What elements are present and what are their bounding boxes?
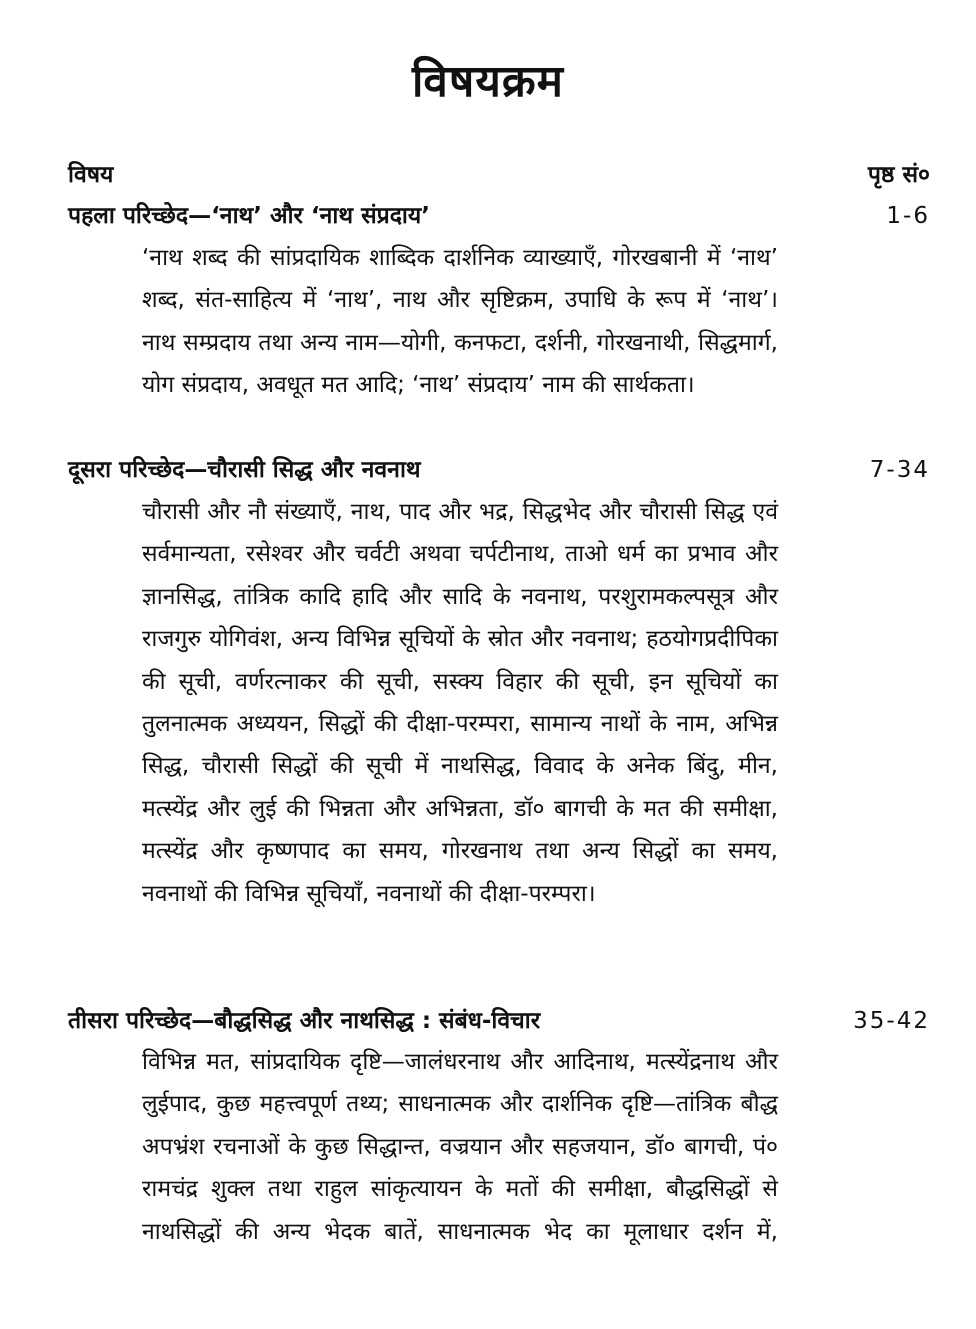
page-number-column-label: पृष्ठ सं० <box>867 162 930 188</box>
chapter-2-heading <box>68 450 930 490</box>
chapter-3-heading <box>68 1001 930 1041</box>
toc-column-header <box>68 157 930 193</box>
page-title: विषयक्रम <box>412 56 564 107</box>
chapter-3-summary: विभिन्न मत, सांप्रदायिक दृष्टि—जालंधरनाथ और आदिनाथ, मत्स्येंद्रनाथ और लुईपाद, कुछ महत्त्वपूर्ण तथ्य; साधनात्मक और दार्शनिक दृष्टि—तांत्रिक बौद्ध अपभ्रंश रचनाओं के कुछ सिद्धान्त, वज्रयान और सहजयान, डॉ० बागची, पं० रामचंद्र शुक्ल तथा राहुल सांकृत्यायन के मतों की समीक्षा, बौद्धसिद्धों से नाथसिद्धों की अन्य भेदक बातें, साधनात्मक भेद का मूलाधार दर्शन में, <box>142 1049 778 1245</box>
chapter-1-heading <box>68 196 930 236</box>
chapter-2-summary: चौरासी और नौ संख्याएँ, नाथ, पाद और भद्र, सिद्धभेद और चौरासी सिद्ध एवं सर्वमान्यता, रसेश्वर और चर्वटी अथवा चर्पटीनाथ, ताओ धर्म का प्रभाव और ज्ञानसिद्ध, तांत्रिक कादि हादि और सादि के नवनाथ, परशुरामकल्पसूत्र और राजगुरु योगिवंश, अन्य विभिन्न सूचियों के स्रोत और नवनाथ; हठयोगप्रदीपिका की सूची, वर्णरत्नाकर की सूची, सस्क्य विहार की सूची, इन सूचियों का तुलनात्मक अध्ययन, सिद्धों की दीक्षा-परम्परा, सामान्य नाथों के नाम, अभिन्न सिद्ध, चौरासी सिद्धों की सूची में नाथसिद्ध, विवाद के अनेक बिंदु, मीन, मत्स्येंद्र और लुई की भिन्नता और अभिन्नता, डॉ० बागची के मत की समीक्षा, मत्स्येंद्र और कृष्णपाद का समय, गोरखनाथ तथा अन्य सिद्धों का समय, नवनाथों की विभिन्न सूचियाँ, नवनाथों की दीक्षा-परम्परा। <box>142 499 778 907</box>
chapter-page-range: 1-6 <box>886 203 930 229</box>
chapter-title: दूसरा परिच्छेद—चौरासी सिद्ध और नवनाथ <box>68 457 421 483</box>
subject-column-label: विषय <box>68 162 114 188</box>
chapter-page-range: 7-34 <box>869 457 930 483</box>
chapter-page-range: 35-42 <box>853 1008 930 1034</box>
chapter-1-summary: ‘नाथ शब्द की सांप्रदायिक शाब्दिक दार्शनिक व्याख्याएँ, गोरखबानी में ‘नाथ’ शब्द, संत-साहित्य में ‘नाथ’, नाथ और सृष्टिक्रम, उपाधि के रूप में ‘नाथ’। नाथ सम्प्रदाय तथा अन्य नाम—योगी, कनफटा, दर्शनी, गोरखनाथी, सिद्धमार्ग, योग संप्रदाय, अवधूत मत आदि; ‘नाथ’ संप्रदाय’ नाम की सार्थकता। <box>142 245 778 399</box>
chapter-title: तीसरा परिच्छेद—बौद्धसिद्ध और नाथसिद्ध : संबंध-विचार <box>68 1008 541 1034</box>
chapter-title: पहला परिच्छेद—‘नाथ’ और ‘नाथ संप्रदाय’ <box>68 203 430 229</box>
